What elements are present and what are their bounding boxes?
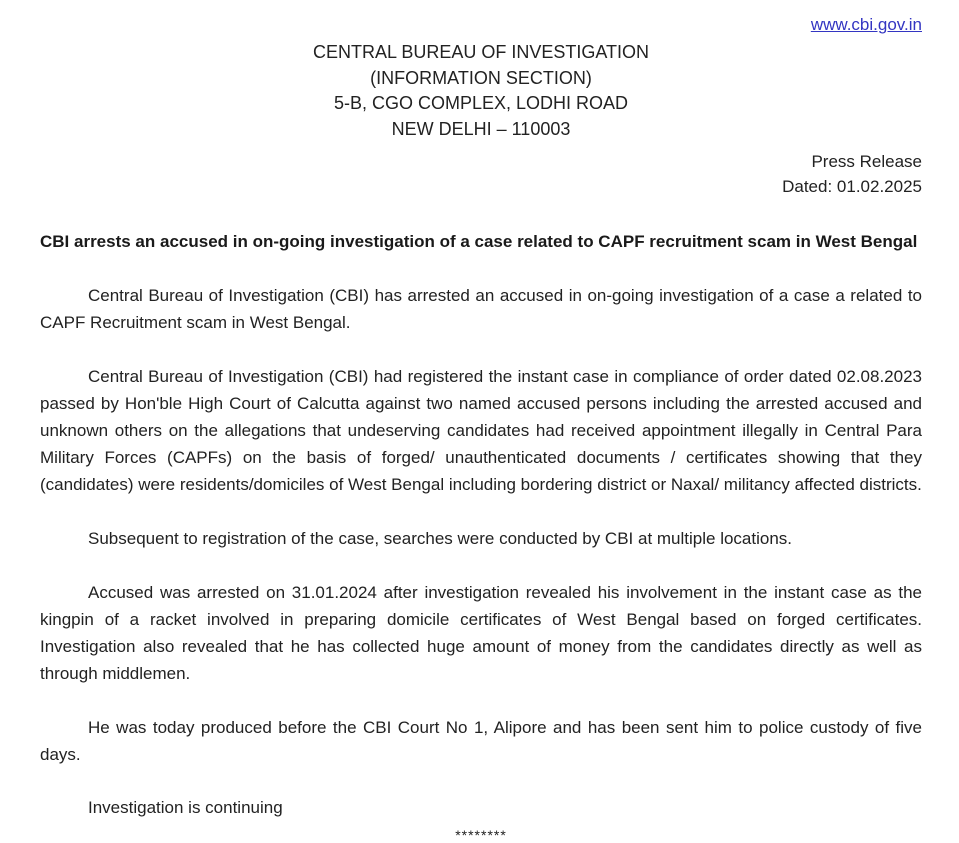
release-info	[40, 149, 922, 199]
paragraph-arrest-summary: Central Bureau of Investigation (CBI) has arrested an accused in on-going investigation of a case a related to CAPF Recruitment scam in West Bengal.	[40, 286, 922, 332]
paragraph-arrest-details: Accused was arrested on 31.01.2024 after investigation revealed his involvement in the instant case as the kingpin of a racket involved in preparing domicile certificates of West Bengal based on forged certificates. Investigation also revealed that he has collected huge amount of money from the candidates directly as well as through middlemen.	[40, 583, 922, 683]
org-name: CENTRAL BUREAU OF INVESTIGATION	[312, 42, 650, 62]
paragraph-case-registration: Central Bureau of Investigation (CBI) had registered the instant case in compliance of order dated 02.08.2023 passed by Hon'ble High Court of Calcutta against two named accused persons including the arrested accused and unknown others on the allegations that undeserving candidates had received appointment illegally in Central Para Military Forces (CAPFs) on the basis of forged/ unauthenticated documents / certificates showing that they (candidates) were residents/domiciles of West Bengal including bordering district or Naxal/ militancy affected districts.	[40, 367, 922, 494]
org-section: (INFORMATION SECTION)	[370, 67, 592, 88]
cbi-website-link[interactable]: www.cbi.gov.in	[810, 15, 922, 34]
release-date: Dated: 01.02.2025	[782, 177, 922, 196]
letterhead	[40, 40, 922, 142]
paragraph-court-production: He was today produced before the CBI Court No 1, Alipore and has been sent him to police custody of five days.	[40, 718, 922, 764]
release-type: Press Release	[811, 152, 922, 171]
address-line-2: NEW DELHI – 110003	[391, 118, 571, 139]
paragraph-searches: Subsequent to registration of the case, searches were conducted by CBI at multiple locations.	[88, 529, 793, 548]
subject-heading: CBI arrests an accused in on-going investigation of a case related to CAPF recruitment scam in West Bengal	[40, 232, 918, 251]
address-line-1: 5-B, CGO COMPLEX, LODHI ROAD	[333, 93, 629, 113]
asterisk-separator: ********	[455, 827, 507, 843]
paragraph-investigation-continuing: Investigation is continuing	[88, 798, 283, 817]
top-link-row	[40, 14, 922, 36]
